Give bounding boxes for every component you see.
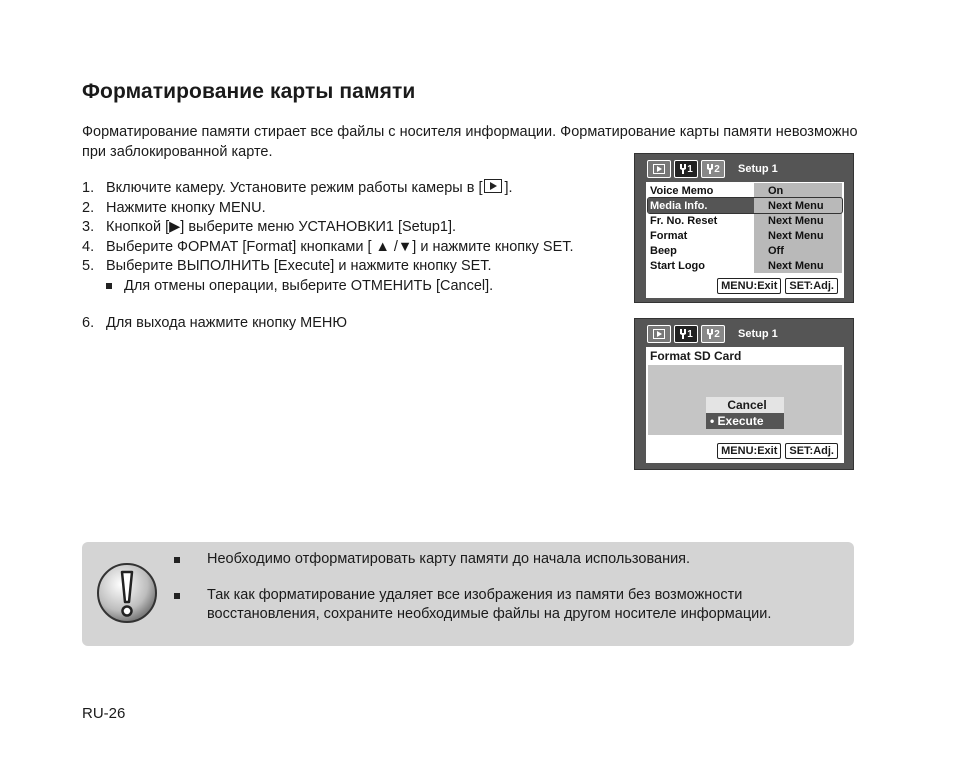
page-number: RU-26	[82, 705, 126, 722]
tab-number: 1	[687, 163, 693, 175]
setup2-tab-icon	[701, 325, 725, 343]
setup1-tab-icon	[674, 325, 698, 343]
menu-list	[648, 183, 842, 273]
menu-value: Next Menu	[754, 198, 842, 213]
screen-header	[647, 324, 778, 344]
menu-row-fr-no-reset[interactable]	[648, 213, 842, 228]
subitem-text: Для отмены операции, выберите ОТМЕНИТЬ [Cancel].	[124, 277, 494, 294]
bullet-square-icon	[174, 557, 180, 563]
menu-panel	[646, 182, 844, 298]
note-text: Так как форматирование удаляет все изображения из памяти без возможности восстановления, сохраните необходимые файлы на другом носителе информации.	[207, 587, 772, 622]
step-number: 6.	[82, 315, 95, 331]
camera-screen-setup-menu	[634, 153, 854, 303]
step-text: Для выхода нажмите кнопку МЕНЮ	[106, 315, 348, 331]
note-list	[174, 550, 834, 624]
menu-key: Voice Memo	[650, 184, 714, 197]
format-options	[706, 397, 784, 429]
tab-number: 1	[687, 328, 693, 340]
note-box	[82, 542, 854, 646]
step-5-subitem	[82, 277, 574, 297]
warning-exclamation-icon	[96, 562, 158, 624]
screen-title: Setup 1	[738, 328, 778, 340]
steps-list	[82, 179, 574, 334]
step-number: 1.	[82, 180, 95, 196]
step-3	[82, 218, 574, 238]
step-text-before: Кнопкой [	[106, 219, 170, 235]
note-text: Необходимо отформатировать карту памяти до начала использования.	[207, 551, 691, 567]
menu-key: Media Info.	[650, 199, 708, 212]
tab-number: 2	[714, 328, 720, 340]
step-2	[82, 199, 574, 219]
step-number: 3.	[82, 219, 95, 235]
option-execute[interactable]: • Execute	[706, 413, 784, 429]
menu-value: Off	[754, 243, 842, 258]
menu-exit-hint: MENU:Exit	[717, 443, 781, 459]
bullet-square-icon	[106, 283, 112, 289]
screen-header	[647, 159, 778, 179]
step-number: 4.	[82, 238, 95, 255]
right-arrow-icon: ▶	[169, 219, 181, 235]
note-item	[174, 586, 834, 624]
menu-footer	[717, 443, 838, 459]
menu-key: Fr. No. Reset	[650, 214, 718, 227]
playback-tab-icon	[647, 325, 671, 343]
step-text-after: ].	[504, 180, 513, 196]
menu-key: Beep	[650, 244, 677, 257]
format-panel	[646, 347, 844, 463]
menu-row-format[interactable]	[648, 228, 842, 243]
step-text: Выберите ФОРМАТ [Format] кнопками [ ▲ /▼] и нажмите кнопку SET.	[106, 238, 574, 255]
set-adjust-hint: SET:Adj.	[785, 443, 838, 459]
step-text: Нажмите кнопку MENU.	[106, 199, 266, 216]
setup1-tab-icon	[674, 160, 698, 178]
format-dialog-title: Format SD Card	[650, 349, 742, 363]
menu-footer	[717, 278, 838, 294]
step-4	[82, 238, 574, 258]
step-text-after: ] выберите меню УСТАНОВКИ1 [Setup1].	[180, 219, 457, 235]
menu-exit-hint: MENU:Exit	[717, 278, 781, 294]
note-item	[174, 550, 834, 569]
step-number: 5.	[82, 258, 95, 274]
intro-paragraph: Форматирование памяти стирает все файлы с носителя информации. Форматирование карты памяти невозможно при заблокированной карте.	[82, 124, 858, 160]
page-title: Форматирование карты памяти	[82, 80, 416, 103]
menu-value: Next Menu	[754, 258, 842, 273]
camera-screen-format-dialog	[634, 318, 854, 470]
playback-box-icon	[484, 179, 502, 193]
step-5	[82, 257, 574, 277]
step-6	[82, 314, 574, 334]
playback-tab-icon	[647, 160, 671, 178]
bullet-square-icon	[174, 593, 180, 599]
menu-row-voice-memo[interactable]	[648, 183, 842, 198]
setup2-tab-icon	[701, 160, 725, 178]
step-number: 2.	[82, 199, 95, 216]
menu-value: On	[754, 183, 842, 198]
menu-key: Start Logo	[650, 259, 705, 272]
menu-row-beep[interactable]	[648, 243, 842, 258]
menu-value: Next Menu	[754, 213, 842, 228]
tab-number: 2	[714, 163, 720, 175]
step-1	[82, 179, 574, 199]
screen-title: Setup 1	[738, 163, 778, 175]
step-text-before: Включите камеру. Установите режим работы камеры в [	[106, 180, 483, 196]
menu-value: Next Menu	[754, 228, 842, 243]
step-text: Выберите ВЫПОЛНИТЬ [Execute] и нажмите кнопку SET.	[106, 258, 492, 274]
menu-key: Format	[650, 229, 688, 242]
menu-row-media-info[interactable]	[648, 198, 842, 213]
format-dialog-body	[648, 365, 842, 435]
menu-row-start-logo[interactable]	[648, 258, 842, 273]
option-cancel[interactable]: Cancel	[706, 397, 784, 413]
set-adjust-hint: SET:Adj.	[785, 278, 838, 294]
